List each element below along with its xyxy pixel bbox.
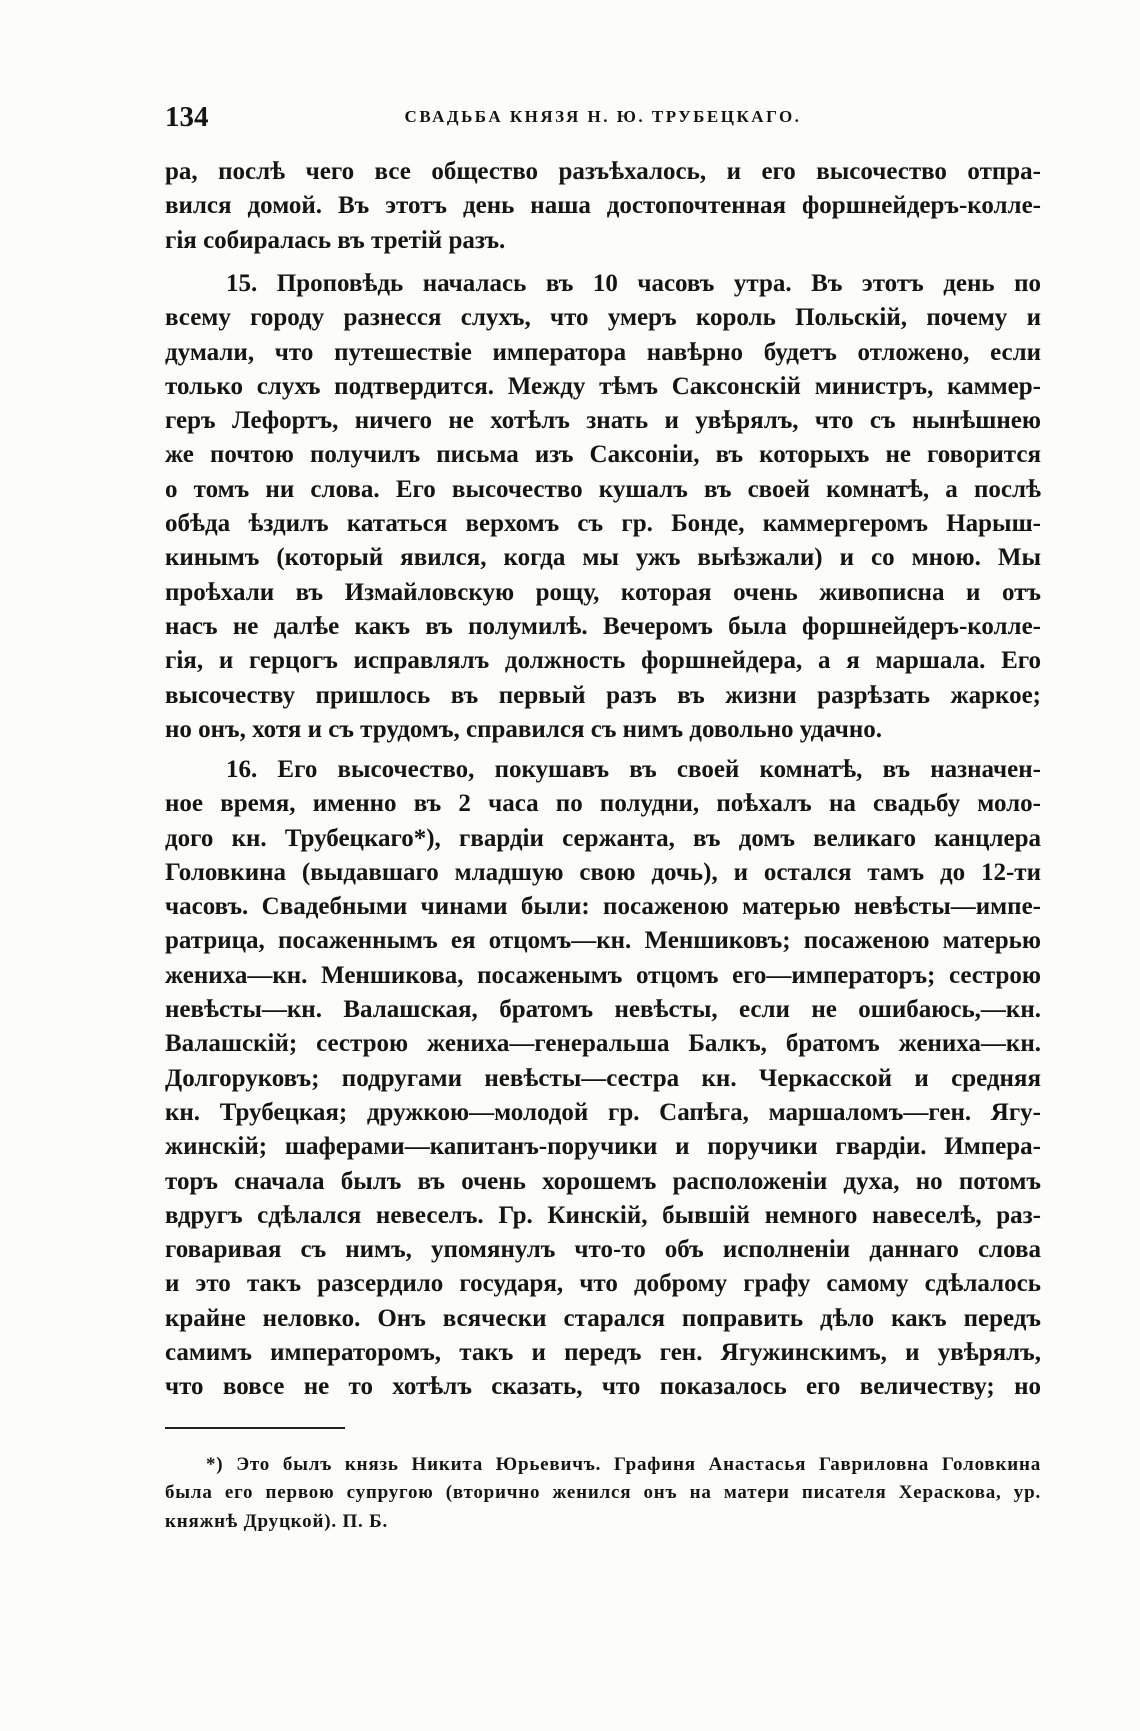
text-line: 15. Проповѣдь началась въ 10 часовъ утра. Въ этотъ день по: [226, 270, 1041, 297]
text-line: кинымъ (который явился, когда мы ужъ выѣзжали) и со мною. Мы: [165, 544, 1041, 572]
text-line: Валашскій; сестрою жениха—генеральша Балкъ, братомъ жениха—кн.: [165, 1030, 1041, 1058]
footnote-rule: [165, 1427, 345, 1429]
footnote: [165, 1451, 1041, 1536]
page-number: 134: [165, 101, 209, 133]
text-line: Долгоруковъ; подругами невѣсты—сестра кн. Черкасской и средняя: [165, 1064, 1041, 1092]
text-line: вдругъ сдѣлался невеселъ. Гр. Кинскій, бывшій немного навеселѣ, раз-: [165, 1201, 1041, 1229]
paragraph-15: [165, 267, 1041, 747]
text-line: гія собиралась въ третій разъ.: [165, 226, 506, 254]
running-head: СВАДЬБА КНЯЗЯ Н. Ю. ТРУБЕЦКАГО.: [404, 107, 802, 126]
text-line: самимъ императоромъ, такъ и передъ ген. Ягужинскимъ, и увѣрялъ,: [165, 1339, 1041, 1367]
text-line: думали, что путешествіе императора навѣрно будетъ отложено, если: [165, 338, 1041, 366]
text-line: дого кн. Трубецкаго*), гвардіи сержанта, въ домъ великаго канцлера: [165, 824, 1041, 852]
text-line: только слухъ подтвердится. Между тѣмъ Саксонскій министръ, каммер-: [165, 372, 1041, 400]
text-line: высочеству пришлось въ первый разъ въ жизни разрѣзать жаркое;: [165, 681, 1041, 709]
text-line: торъ сначала былъ въ очень хорошемъ расположеніи духа, но потомъ: [165, 1167, 1041, 1195]
text-line: что вовсе не то хотѣлъ сказать, что показалось его величеству; но: [165, 1373, 1041, 1401]
text-line: ное время, именно въ 2 часа по полудни, поѣхалъ на свадьбу моло-: [165, 790, 1041, 818]
text-line: геръ Лефортъ, ничего не хотѣлъ знать и увѣрялъ, что съ нынѣшнею: [165, 407, 1041, 435]
text-line: жениха—кн. Меншикова, посаженымъ отцомъ его—императоръ; сестрою: [165, 961, 1041, 989]
footnote-line: была его первою супругою (вторично женился онъ на матери писателя Хераскова, ур.: [165, 1482, 1041, 1504]
page-header: [165, 100, 1041, 134]
text-line: обѣда ѣздилъ кататься верхомъ съ гр. Бонде, каммергеромъ Нарыш-: [165, 510, 1041, 538]
paragraph-continuation: [165, 155, 1041, 258]
text-line: кн. Трубецкая; дружкою—молодой гр. Сапѣга, маршаломъ—ген. Ягу-: [165, 1098, 1041, 1126]
footnote-line: *) Это былъ князь Никита Юрьевичъ. Графиня Анастасья Гавриловна Головкина: [206, 1454, 1041, 1475]
text-line: ра, послѣ чего все общество разъѣхалось, и его высочество отпра-: [165, 158, 1041, 185]
text-line: Головкина (выдавшаго младшую свою дочь), и остался тамъ до 12-ти: [165, 858, 1041, 886]
text-line: невѣсты—кн. Валашская, братомъ невѣсты, если не ошибаюсь,—кн.: [165, 996, 1041, 1024]
paragraph-16: [165, 753, 1041, 1405]
text-line: гія, и герцогъ исправлялъ должность форшнейдера, а я маршала. Его: [165, 647, 1041, 675]
text-line: насъ не далѣе какъ въ полумилѣ. Вечеромъ была форшнейдеръ-колле-: [165, 612, 1041, 640]
text-line: но онъ, хотя и съ трудомъ, справился съ нимъ довольно удачно.: [165, 715, 883, 743]
text-line: часовъ. Свадебными чинами были: посаженою матерью невѣсты—импе-: [165, 893, 1041, 921]
footnote-line: княжнѣ Друцкой). П. Б.: [165, 1510, 389, 1532]
text-line: 16. Его высочество, покушавъ въ своей комнатѣ, въ назначен-: [226, 756, 1041, 783]
text-line: говаривая съ нимъ, упомянулъ что-то объ исполненіи даннаго слова: [165, 1236, 1041, 1264]
text-line: проѣхали въ Измайловскую рощу, которая очень живописна и отъ: [165, 578, 1041, 606]
text-line: вился домой. Въ этотъ день наша достопочтенная форшнейдеръ-колле-: [165, 192, 1041, 220]
text-line: же почтою получилъ письма изъ Саксоніи, въ которыхъ не говорится: [165, 441, 1041, 469]
text-line: ратрица, посаженнымъ ея отцомъ—кн. Меншиковъ; посаженою матерью: [165, 927, 1041, 955]
text-line: и это такъ разсердило государя, что доброму графу самому сдѣлалось: [165, 1270, 1041, 1298]
text-line: крайне неловко. Онъ всячески старался поправить дѣло какъ передъ: [165, 1304, 1041, 1332]
text-line: жинскій; шаферами—капитанъ-поручики и поручики гвардіи. Импера-: [165, 1133, 1041, 1161]
text-line: всему городу разнесся слухъ, что умеръ король Польскій, почему и: [165, 304, 1041, 332]
text-line: о томъ ни слова. Его высочество кушалъ въ своей комнатѣ, а послѣ: [165, 475, 1041, 503]
